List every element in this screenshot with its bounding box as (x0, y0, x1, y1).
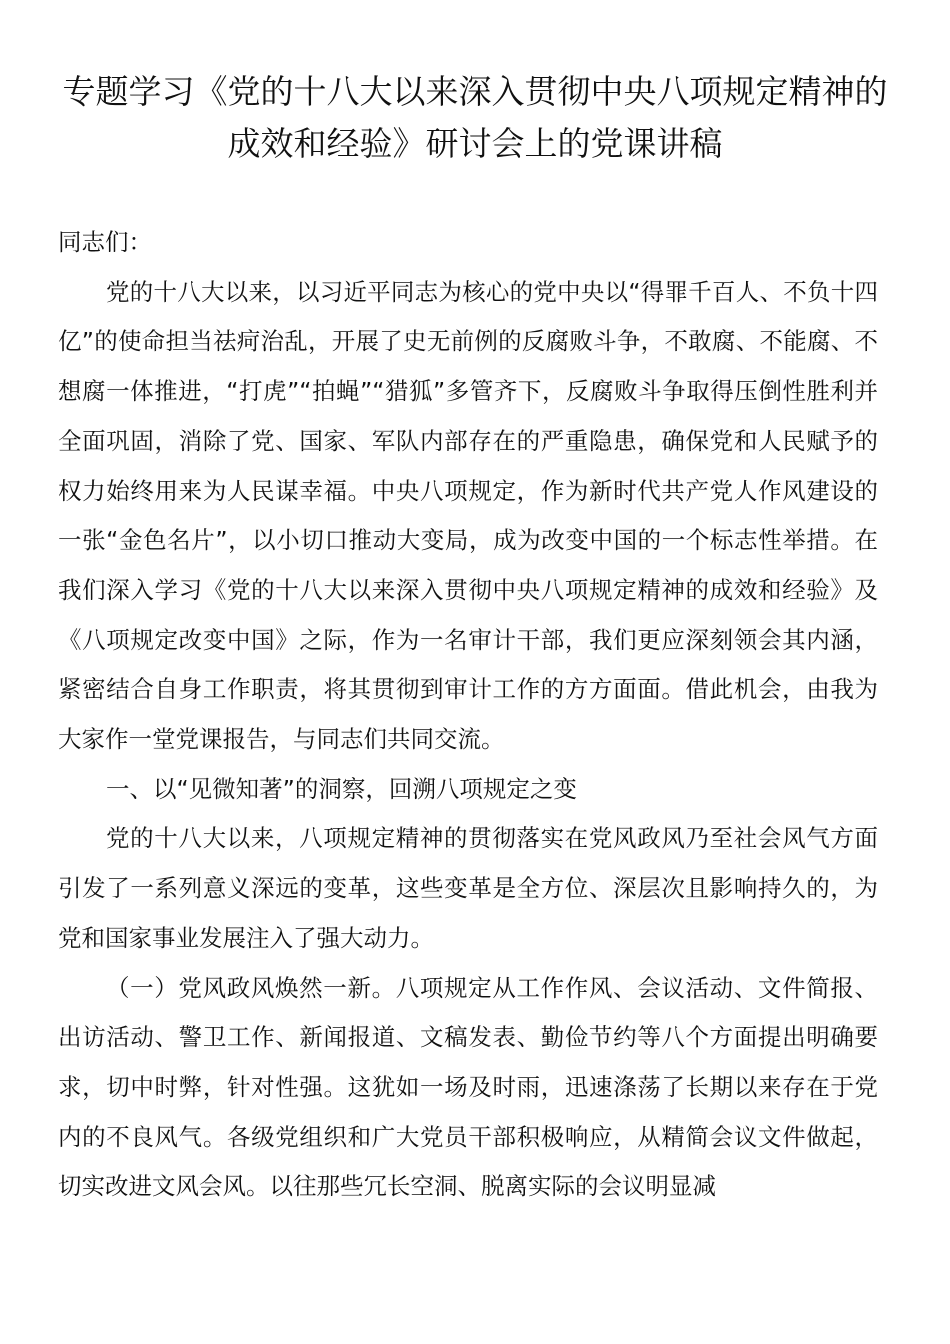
paragraph-subsection-1: （一）党风政风焕然一新。八项规定从工作作风、会议活动、文件简报、出访活动、警卫工作、新闻报道、文稿发表、勤俭节约等八个方面提出明确要求，切中时弊，针对性强。这犹如一场及时雨，迅速涤荡了长期以来存在于党内的不良风气。各级党组织和广大党员干部积极响应，从精简会议文件做起，切实改进文风会风。以往那些冗长空洞、脱离实际的会议明显减 (58, 973, 878, 1201)
section-heading-1: 一、以“见微知著”的洞察，回溯八项规定之变 (106, 774, 577, 803)
paragraph-section-1: 党的十八大以来，八项规定精神的贯彻落实在党风政风乃至社会风气方面引发了一系列意义深远的变革，这些变革是全方位、深层次且影响持久的，为党和国家事业发展注入了强大动力。 (58, 824, 878, 952)
paragraph-intro: 党的十八大以来，以习近平同志为核心的党中央以“得罪千百人、不负十四亿”的使命担当祛疴治乱，开展了史无前例的反腐败斗争，不敢腐、不能腐、不想腐一体推进，“打虎”“拍蝇”“猎狐”多管齐下，反腐败斗争取得压倒性胜利并全面巩固，消除了党、国家、军队内部存在的严重隐患，确保党和人民赋予的权力始终用来为人民谋幸福。中央八项规定，作为新时代共产党人作风建设的一张“金色名片”，以小切口推动大变局，成为改变中国的一个标志性举措。在我们深入学习《党的十八大以来深入贯彻中央八项规定精神的成效和经验》及《八项规定改变中国》之际，作为一名审计干部，我们更应深刻领会其内涵，紧密结合自身工作职责，将其贯彻到审计工作的方方面面。借此机会，由我为大家作一堂党课报告，与同志们共同交流。 (58, 277, 878, 754)
salutation: 同志们： (58, 228, 152, 256)
document-title: 专题学习《党的十八大以来深入贯彻中央八项规定精神的成效和经验》研讨会上的党课讲稿 (62, 72, 888, 163)
document-body (58, 218, 878, 1212)
